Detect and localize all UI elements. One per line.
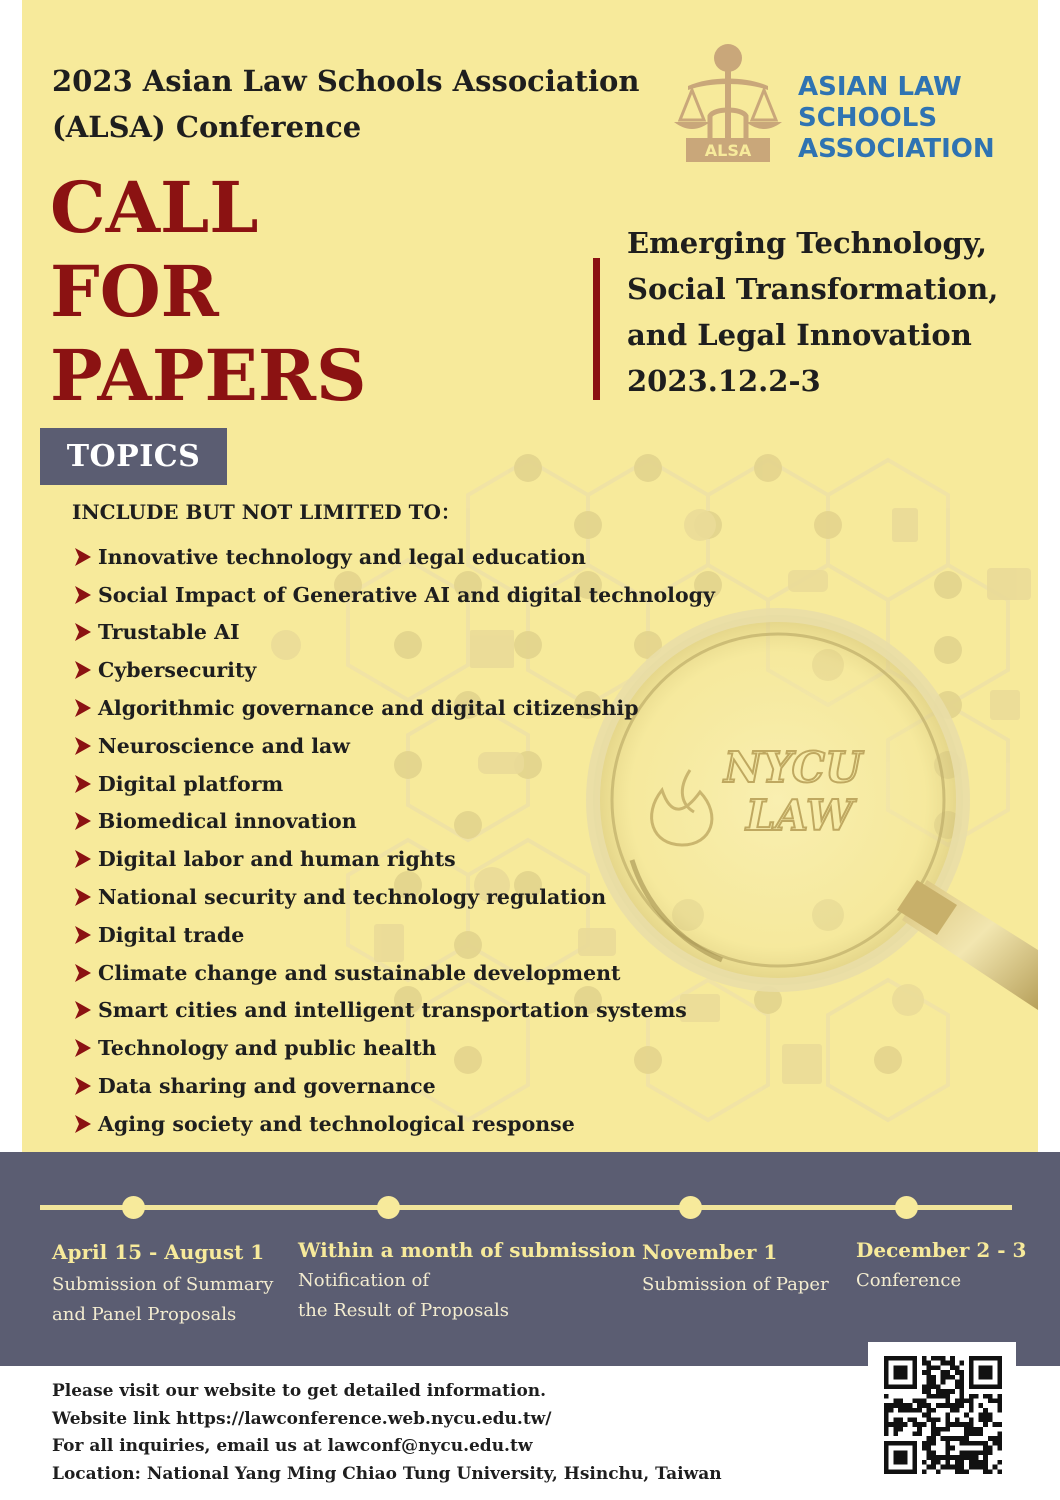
theme-line2: Social Transformation, [627, 272, 999, 306]
topic-text: Digital labor and human rights [98, 847, 456, 872]
topic-text: Biomedical innovation [98, 809, 357, 834]
timeline-dot [679, 1196, 702, 1219]
timeline-item-summary [52, 1238, 273, 1330]
footer-info [52, 1378, 722, 1488]
timeline-item-conference [856, 1236, 1026, 1296]
timeline-desc-line: Submission of Paper [642, 1274, 829, 1295]
topic-text: Cybersecurity [98, 658, 257, 683]
conference-title [52, 58, 640, 150]
qr-code-panel[interactable] [868, 1342, 1016, 1488]
arrow-right-icon [74, 811, 92, 831]
timeline-item-paper [642, 1238, 829, 1300]
timeline-line [40, 1205, 1012, 1210]
conference-theme [627, 220, 998, 404]
topic-list [74, 538, 715, 1143]
timeline-desc-line: Submission of Summary [52, 1274, 274, 1295]
timeline-desc [52, 1270, 273, 1330]
qr-code-icon[interactable] [884, 1356, 1002, 1474]
timeline-item-notification [298, 1236, 636, 1326]
topics-intro: INCLUDE BUT NOT LIMITED TO： [72, 500, 461, 524]
topic-item [74, 1029, 715, 1067]
topic-text: Innovative technology and legal education [98, 544, 586, 569]
arrow-right-icon [74, 1114, 92, 1134]
timeline-band [0, 1152, 1060, 1366]
arrow-right-icon [74, 925, 92, 945]
topic-item [74, 689, 715, 727]
topic-text: Social Impact of Generative AI and digital technology [98, 582, 715, 607]
topic-item [74, 916, 715, 954]
topic-item [74, 538, 715, 576]
topic-item [74, 992, 715, 1030]
timeline-desc-line: Notification of [298, 1270, 430, 1291]
topic-item [74, 954, 715, 992]
arrow-right-icon [74, 1000, 92, 1020]
topics-label: TOPICS [40, 428, 227, 485]
topic-item [74, 878, 715, 916]
headline-line3: PAPERS [50, 334, 367, 417]
conference-title-line2: (ALSA) Conference [52, 110, 362, 144]
topic-text: Technology and public health [98, 1036, 437, 1061]
arrow-right-icon [74, 660, 92, 680]
arrow-right-icon [74, 963, 92, 983]
timeline-desc [856, 1266, 1026, 1296]
logo-name-line1: ASIAN LAW [798, 72, 962, 102]
headline-line1: CALL [50, 166, 259, 249]
topic-text: Digital trade [98, 922, 245, 947]
conference-title-line1: 2023 Asian Law Schools Association [52, 64, 640, 98]
footer-visit-text: Please visit our website to get detailed information. [52, 1381, 547, 1401]
timeline-dot [895, 1196, 918, 1219]
timeline-date: April 15 - August 1 [52, 1240, 265, 1264]
arrow-right-icon [74, 887, 92, 907]
logo-badge-text: ALSA [704, 141, 752, 160]
timeline-desc [298, 1266, 636, 1326]
theme-line3: and Legal Innovation [627, 318, 972, 352]
topic-item [74, 803, 715, 841]
timeline-desc [642, 1270, 829, 1300]
timeline-date: November 1 [642, 1240, 778, 1264]
timeline-desc-line: and Panel Proposals [52, 1304, 237, 1325]
arrow-right-icon [74, 849, 92, 869]
topic-text: National security and technology regulation [98, 885, 607, 910]
headline-line2: FOR [50, 250, 219, 333]
topic-text: Smart cities and intelligent transportation systems [98, 998, 687, 1023]
timeline-date: Within a month of submission [298, 1238, 636, 1262]
arrow-right-icon [74, 622, 92, 642]
topic-text: Algorithmic governance and digital citizenship [98, 696, 639, 721]
timeline-desc-line: the Result of Proposals [298, 1300, 510, 1321]
timeline-desc-line: Conference [856, 1270, 962, 1291]
topic-text: Aging society and technological response [98, 1111, 575, 1136]
logo-name-line3: ASSOCIATION [798, 134, 995, 164]
arrow-right-icon [74, 774, 92, 794]
timeline-dot [122, 1196, 145, 1219]
arrow-right-icon [74, 585, 92, 605]
arrow-right-icon [74, 1038, 92, 1058]
topic-item [74, 614, 715, 652]
topic-text: Neuroscience and law [98, 733, 350, 758]
logo-wordmark [798, 72, 995, 165]
topic-text: Trustable AI [98, 620, 240, 645]
topic-text: Climate change and sustainable development [98, 960, 621, 985]
arrow-right-icon [74, 698, 92, 718]
logo-name-line2: SCHOOLS [798, 103, 938, 133]
theme-accent-bar [593, 258, 600, 400]
topic-text: Data sharing and governance [98, 1074, 436, 1099]
arrow-right-icon [74, 1076, 92, 1096]
theme-line1: Emerging Technology, [627, 226, 987, 260]
top-section [22, 0, 1038, 1152]
topic-item [74, 576, 715, 614]
topic-item [74, 727, 715, 765]
topic-text: Digital platform [98, 771, 284, 796]
footer-website-link[interactable]: Website link https://lawconference.web.nycu.edu.tw/ [52, 1408, 552, 1429]
arrow-right-icon [74, 736, 92, 756]
topic-item [74, 1105, 715, 1143]
topic-item [74, 651, 715, 689]
arrow-right-icon [74, 547, 92, 567]
timeline-dot [377, 1196, 400, 1219]
footer-email[interactable]: For all inquiries, email us at lawconf@nycu.edu.tw [52, 1436, 533, 1456]
watermark-line2: LAW [746, 791, 854, 840]
topic-item [74, 765, 715, 803]
theme-dates: 2023.12.2-3 [627, 364, 821, 398]
topic-item [74, 840, 715, 878]
call-for-papers-headline [50, 166, 367, 418]
topic-item [74, 1067, 715, 1105]
footer-location: Location: National Yang Ming Chiao Tung University, Hsinchu, Taiwan [52, 1463, 722, 1484]
timeline-date: December 2 - 3 [856, 1238, 1027, 1262]
watermark-line1: NYCU [724, 743, 862, 792]
